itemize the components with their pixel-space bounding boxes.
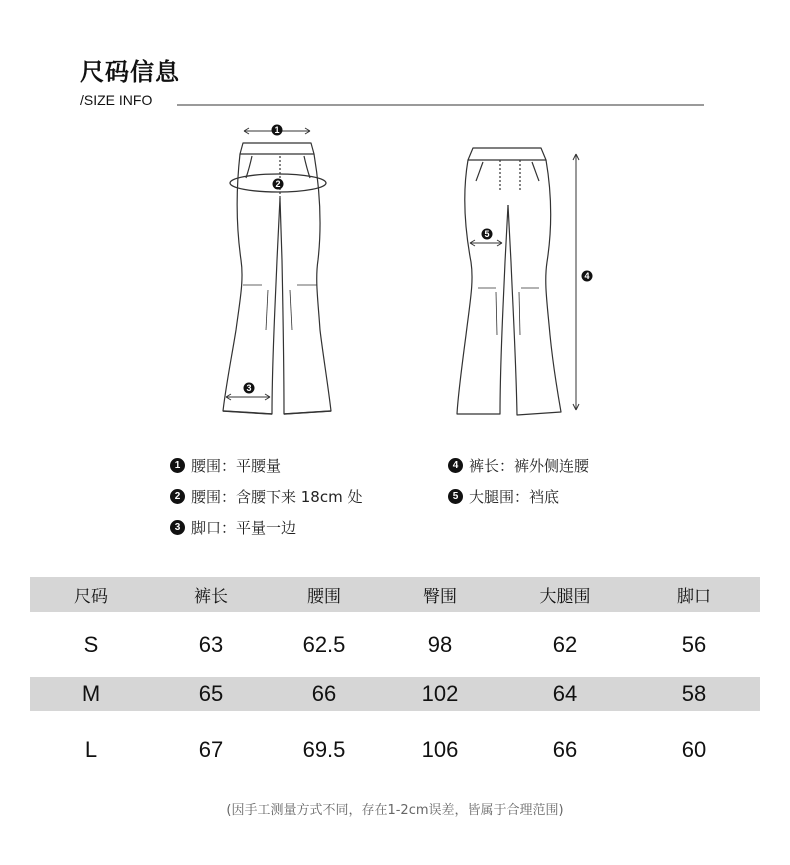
table-cell: 58 bbox=[628, 677, 760, 711]
legend-text: 腰围：平腰量 bbox=[191, 457, 282, 475]
marker-2-icon bbox=[273, 179, 284, 190]
svg-text:2: 2 bbox=[275, 179, 281, 190]
table-cell: 69.5 bbox=[302, 737, 346, 762]
marker-3-icon bbox=[244, 383, 255, 394]
table-cell: S bbox=[83, 631, 99, 657]
number-badge-icon: 4 bbox=[448, 458, 463, 473]
size-table bbox=[30, 577, 760, 779]
legend-item bbox=[448, 486, 559, 507]
table-cell: 98 bbox=[427, 631, 453, 657]
table-header-row bbox=[30, 577, 760, 612]
measurement-note: (因手工测量方式不同，存在1-2cm误差，皆属于合理范围) bbox=[226, 803, 564, 818]
legend-text: 脚口：平量一边 bbox=[191, 519, 297, 537]
table-cell: M bbox=[30, 677, 152, 711]
table-cell: 102 bbox=[378, 677, 502, 711]
table-cell: 62 bbox=[552, 631, 578, 657]
svg-text:4: 4 bbox=[584, 271, 590, 282]
svg-text:5: 5 bbox=[484, 229, 490, 240]
legend-item bbox=[170, 486, 362, 507]
column-header: 腰围 bbox=[270, 577, 378, 612]
marker-5-icon bbox=[482, 229, 493, 240]
table-cell: 64 bbox=[502, 677, 628, 711]
legend-item bbox=[170, 517, 296, 538]
table-cell: 65 bbox=[152, 677, 270, 711]
marker-4-icon bbox=[582, 271, 593, 282]
number-badge-icon: 5 bbox=[448, 489, 463, 504]
marker-1-icon bbox=[272, 125, 283, 136]
column-header: 裤长 bbox=[152, 577, 270, 612]
table-row bbox=[30, 677, 760, 711]
table-row bbox=[30, 721, 760, 779]
page-title: 尺码信息 bbox=[80, 58, 180, 86]
table-cell: 62.5 bbox=[302, 631, 346, 657]
pants-side-view bbox=[457, 148, 561, 415]
column-header: 脚口 bbox=[628, 577, 760, 612]
table-cell: 60 bbox=[681, 737, 707, 762]
legend-text: 大腿围：裆底 bbox=[469, 488, 560, 506]
number-badge-icon: 2 bbox=[170, 489, 185, 504]
svg-text:1: 1 bbox=[274, 125, 280, 136]
column-header: 尺码 bbox=[30, 577, 152, 612]
page-subtitle: /SIZE INFO bbox=[80, 92, 153, 108]
legend-item bbox=[448, 455, 589, 476]
number-badge-icon: 3 bbox=[170, 520, 185, 535]
table-cell: 66 bbox=[270, 677, 378, 711]
table-row bbox=[30, 622, 760, 667]
legend-text: 裤长：裤外侧连腰 bbox=[469, 457, 590, 475]
table-cell: 66 bbox=[552, 737, 578, 762]
table-cell: 63 bbox=[198, 631, 224, 657]
column-header: 臀围 bbox=[378, 577, 502, 612]
table-cell: 67 bbox=[198, 737, 224, 762]
table-cell: 56 bbox=[681, 631, 707, 657]
svg-text:3: 3 bbox=[246, 383, 252, 394]
table-cell: 106 bbox=[421, 737, 459, 762]
legend-text: 腰围：含腰下来 18cm 处 bbox=[191, 488, 363, 506]
legend-item bbox=[170, 455, 281, 476]
table-cell: L bbox=[84, 737, 98, 762]
number-badge-icon: 1 bbox=[170, 458, 185, 473]
column-header: 大腿围 bbox=[502, 577, 628, 612]
